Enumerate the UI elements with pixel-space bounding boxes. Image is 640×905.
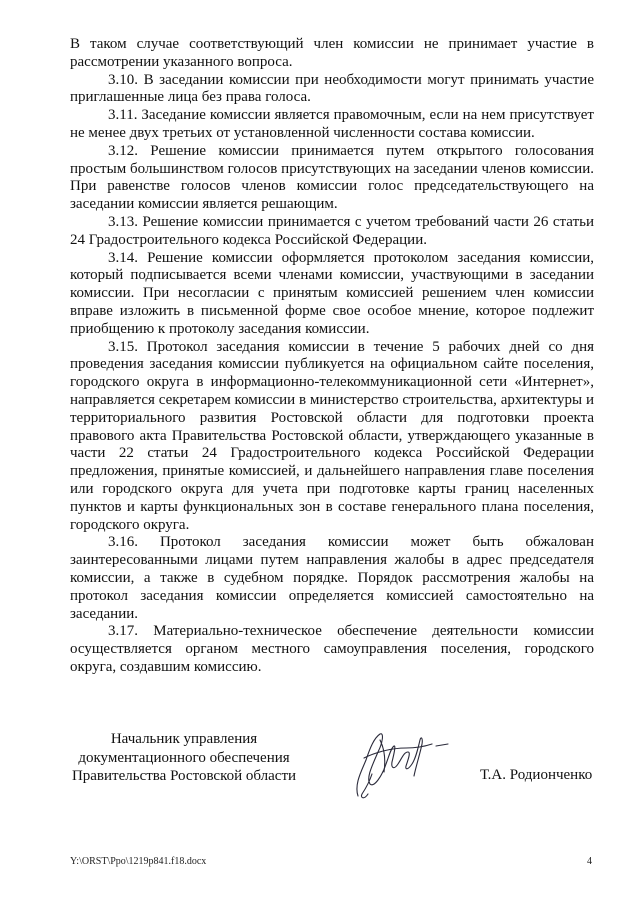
paragraph-3-13: 3.13. Решение комиссии принимается с учетом требований части 26 статьи 24 Градостроительного кодекса Российской Федерации. — [70, 213, 594, 248]
paragraph-3-17: 3.17. Материально-техническое обеспечение деятельности комиссии осуществляется органом местного самоуправления поселения, городского округа, создавшим комиссию. — [70, 623, 594, 675]
paragraph-3-10: 3.10. В заседании комиссии при необходимости могут принимать участие приглашенные лица без права голоса. — [70, 71, 594, 106]
position-line: Правительства Ростовской области — [71, 768, 297, 784]
position-line: Начальник управления — [110, 731, 258, 747]
footer-file-path: Y:\ORST\Ppo\1219p841.f18.docx — [70, 856, 207, 867]
signatory-name: Т.А. Родионченко — [480, 767, 593, 783]
signatory-position — [64, 730, 304, 786]
paragraph-3-14: 3.14. Решение комиссии оформляется протоколом заседания комиссии, который подписывается всеми членами комиссии, участвующими в заседании комиссии. При несогласии с принятым комиссией решением член комиссии вправе изложить в письменной форме свое особое мнение, которое подлежит приобщению к протоколу заседания комиссии. — [70, 249, 594, 337]
paragraph-3-15: 3.15. Протокол заседания комиссии в течение 5 рабочих дней со дня проведения заседания комиссии публикуется на официальном сайте поселения, городского округа в информационно-телекоммуникационной сети «Интернет», направляется секретарем комиссии в министерство строительства, архитектуры и территориального развития Ростовской области для подготовки проекта правового акта Правительства Ростовской области, утверждающего указанные в части 22 статьи 24 Градостроительного кодекса Российской Федерации предложения, принятые комиссией, и дальнейшего направления главе поселения или городского округа для учета при подготовке карты границ населенных пунктов и карты функциональных зон в составе генерального плана поселения, городского округа. — [70, 338, 594, 533]
paragraph-3-12: 3.12. Решение комиссии принимается путем открытого голосования простым большинством голосов присутствующих на заседании членов комиссии. При равенстве голосов членов комиссии голос председательствующего на заседании комиссии является решающим. — [70, 142, 594, 213]
handwritten-signature — [336, 718, 456, 808]
paragraph-3-16: 3.16. Протокол заседания комиссии может быть обжалован заинтересованными лицами путем направления жалобы в адрес председателя комиссии, а также в судебном порядке. Порядок рассмотрения жалобы на протокол заседания комиссии определяется комиссией самостоятельно на заседании. — [70, 534, 594, 622]
paragraph-continuation: В таком случае соответствующий член комиссии не принимает участие в рассмотрении указанного вопроса. — [70, 36, 594, 70]
document-body — [70, 36, 594, 677]
paragraph-3-11: 3.11. Заседание комиссии является правомочным, если на нем присутствует не менее двух третьих от установленной численности состава комиссии. — [70, 107, 594, 141]
position-line: документационного обеспечения — [78, 749, 290, 766]
page-number: 4 — [587, 856, 592, 867]
